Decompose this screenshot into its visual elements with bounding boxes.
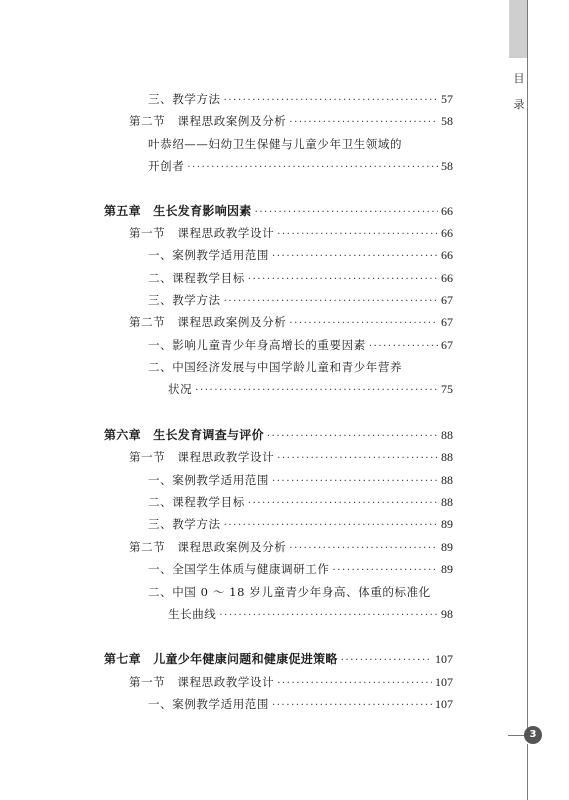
- toc-entry-label: 一、案例教学适用范围: [148, 473, 269, 487]
- toc-entry-page: 89: [441, 517, 453, 531]
- toc-entry-page: 98: [441, 607, 453, 621]
- toc-entry[interactable]: [148, 695, 453, 713]
- toc-entry-label: 二、课程教学目标: [148, 271, 245, 285]
- toc-entry-label: 三、教学方法: [148, 92, 221, 106]
- toc-entry[interactable]: [129, 313, 453, 331]
- toc-entry-label: 一、案例教学适用范围: [148, 697, 269, 711]
- toc-chapter[interactable]: [104, 426, 453, 444]
- leader-dots: [248, 271, 438, 289]
- toc-entry[interactable]: [148, 336, 453, 354]
- toc-entry-page: 67: [441, 293, 453, 307]
- toc-entry-label: 三、教学方法: [148, 293, 221, 307]
- toc-entry-label: 一、案例教学适用范围: [148, 248, 269, 262]
- leader-dots: [289, 114, 438, 132]
- section-label-char-2: 录: [513, 98, 525, 111]
- toc-entry[interactable]: [129, 112, 453, 130]
- toc-entry-page: 88: [441, 450, 453, 464]
- toc-entry-page: 66: [441, 271, 453, 285]
- toc-chapter-page: 107: [435, 652, 453, 666]
- toc-entry-page: 66: [441, 226, 453, 240]
- leader-dots: [248, 495, 438, 513]
- toc-chapter[interactable]: [104, 650, 453, 668]
- leader-dots: [195, 382, 438, 400]
- leader-dots: [272, 697, 432, 715]
- toc-entry-continued: 叶恭绍——妇幼卫生保健与儿童少年卫生领域的: [148, 137, 403, 151]
- toc-entry[interactable]: [168, 605, 453, 623]
- toc-entry-label: 第一节 课程思政教学设计: [129, 226, 275, 240]
- toc-entry-page: 88: [441, 473, 453, 487]
- toc-entry-continued: 二、中国 0 ～ 18 岁儿童青少年身高、体重的标准化: [148, 585, 431, 599]
- toc-entry-label: 生长曲线: [168, 607, 217, 621]
- section-label-char-1: 目: [513, 72, 525, 85]
- leader-dots: [333, 562, 439, 580]
- toc-entry-page: 89: [441, 540, 453, 554]
- toc-entry[interactable]: [148, 291, 453, 309]
- leader-dots: [224, 293, 438, 311]
- toc-entry[interactable]: [129, 224, 453, 242]
- leader-dots: [267, 428, 438, 446]
- toc-entry[interactable]: [148, 90, 453, 108]
- toc-entry[interactable]: [129, 448, 453, 466]
- leader-dots: [219, 607, 438, 625]
- toc-entry-label: 二、课程教学目标: [148, 495, 245, 509]
- toc-entry-label: 第二节 课程思政案例及分析: [129, 540, 287, 554]
- toc-entry-page: 88: [441, 495, 453, 509]
- toc-entry-page: 107: [435, 675, 453, 689]
- toc-entry[interactable]: [129, 538, 453, 556]
- toc-entry-label: 状况: [168, 382, 193, 396]
- toc-entry-label: 一、影响儿童青少年身高增长的重要因素: [148, 338, 366, 352]
- toc-chapter-label: 第六章 生长发育调查与评价: [104, 428, 264, 442]
- leader-dots: [289, 540, 438, 558]
- toc-chapter-page: 66: [441, 204, 453, 218]
- toc-entry-label: 第二节 课程思政案例及分析: [129, 315, 287, 329]
- toc-entry-label: 一、全国学生体质与健康调研工作: [148, 562, 330, 576]
- toc-entry-page: 57: [441, 92, 453, 106]
- toc-entry-page: 58: [441, 159, 453, 173]
- leader-dots: [277, 226, 438, 244]
- toc-entry[interactable]: [148, 269, 453, 287]
- toc-entry[interactable]: [129, 673, 453, 691]
- leader-dots: [224, 517, 438, 535]
- leader-dots: [369, 338, 438, 356]
- toc-entry-label: 第一节 课程思政教学设计: [129, 675, 275, 689]
- toc-entry[interactable]: [168, 380, 453, 398]
- toc-entry[interactable]: [148, 493, 453, 511]
- toc-entry[interactable]: [148, 471, 453, 489]
- toc-entry-page: 66: [441, 248, 453, 262]
- toc-entry-label: 三、教学方法: [148, 517, 221, 531]
- leader-dots: [224, 92, 438, 110]
- toc-entry[interactable]: [148, 246, 453, 264]
- toc-entry-label: 第一节 课程思政教学设计: [129, 450, 275, 464]
- toc-entry-page: 89: [441, 562, 453, 576]
- leader-dots: [272, 473, 438, 491]
- leader-dots: [272, 248, 438, 266]
- toc-entry-page: 75: [441, 382, 453, 396]
- toc-entry-page: 107: [435, 697, 453, 711]
- leader-dots: [341, 652, 432, 670]
- page-number-badge: 3: [524, 726, 542, 744]
- leader-dots: [255, 204, 438, 222]
- toc-chapter-page: 88: [441, 428, 453, 442]
- toc-chapter-label: 第五章 生长发育影响因素: [104, 204, 252, 218]
- toc-entry-label: 第二节 课程思政案例及分析: [129, 114, 287, 128]
- toc-entry-label: 开创者: [148, 159, 185, 173]
- leader-dots: [277, 450, 438, 468]
- toc-chapter[interactable]: [104, 202, 453, 220]
- toc-entry[interactable]: [148, 515, 453, 533]
- leader-dots: [187, 159, 438, 177]
- leader-dots: [289, 315, 438, 333]
- toc-entry-page: 58: [441, 114, 453, 128]
- toc-entry-page: 67: [441, 315, 453, 329]
- toc-entry[interactable]: [148, 560, 453, 578]
- leader-dots: [277, 675, 432, 693]
- toc-entry[interactable]: [148, 157, 453, 175]
- toc-chapter-label: 第七章 儿童少年健康问题和健康促进策略: [104, 652, 338, 666]
- toc-entry-continued: 二、中国经济发展与中国学龄儿童和青少年营养: [148, 360, 403, 374]
- toc-entry-page: 67: [441, 338, 453, 352]
